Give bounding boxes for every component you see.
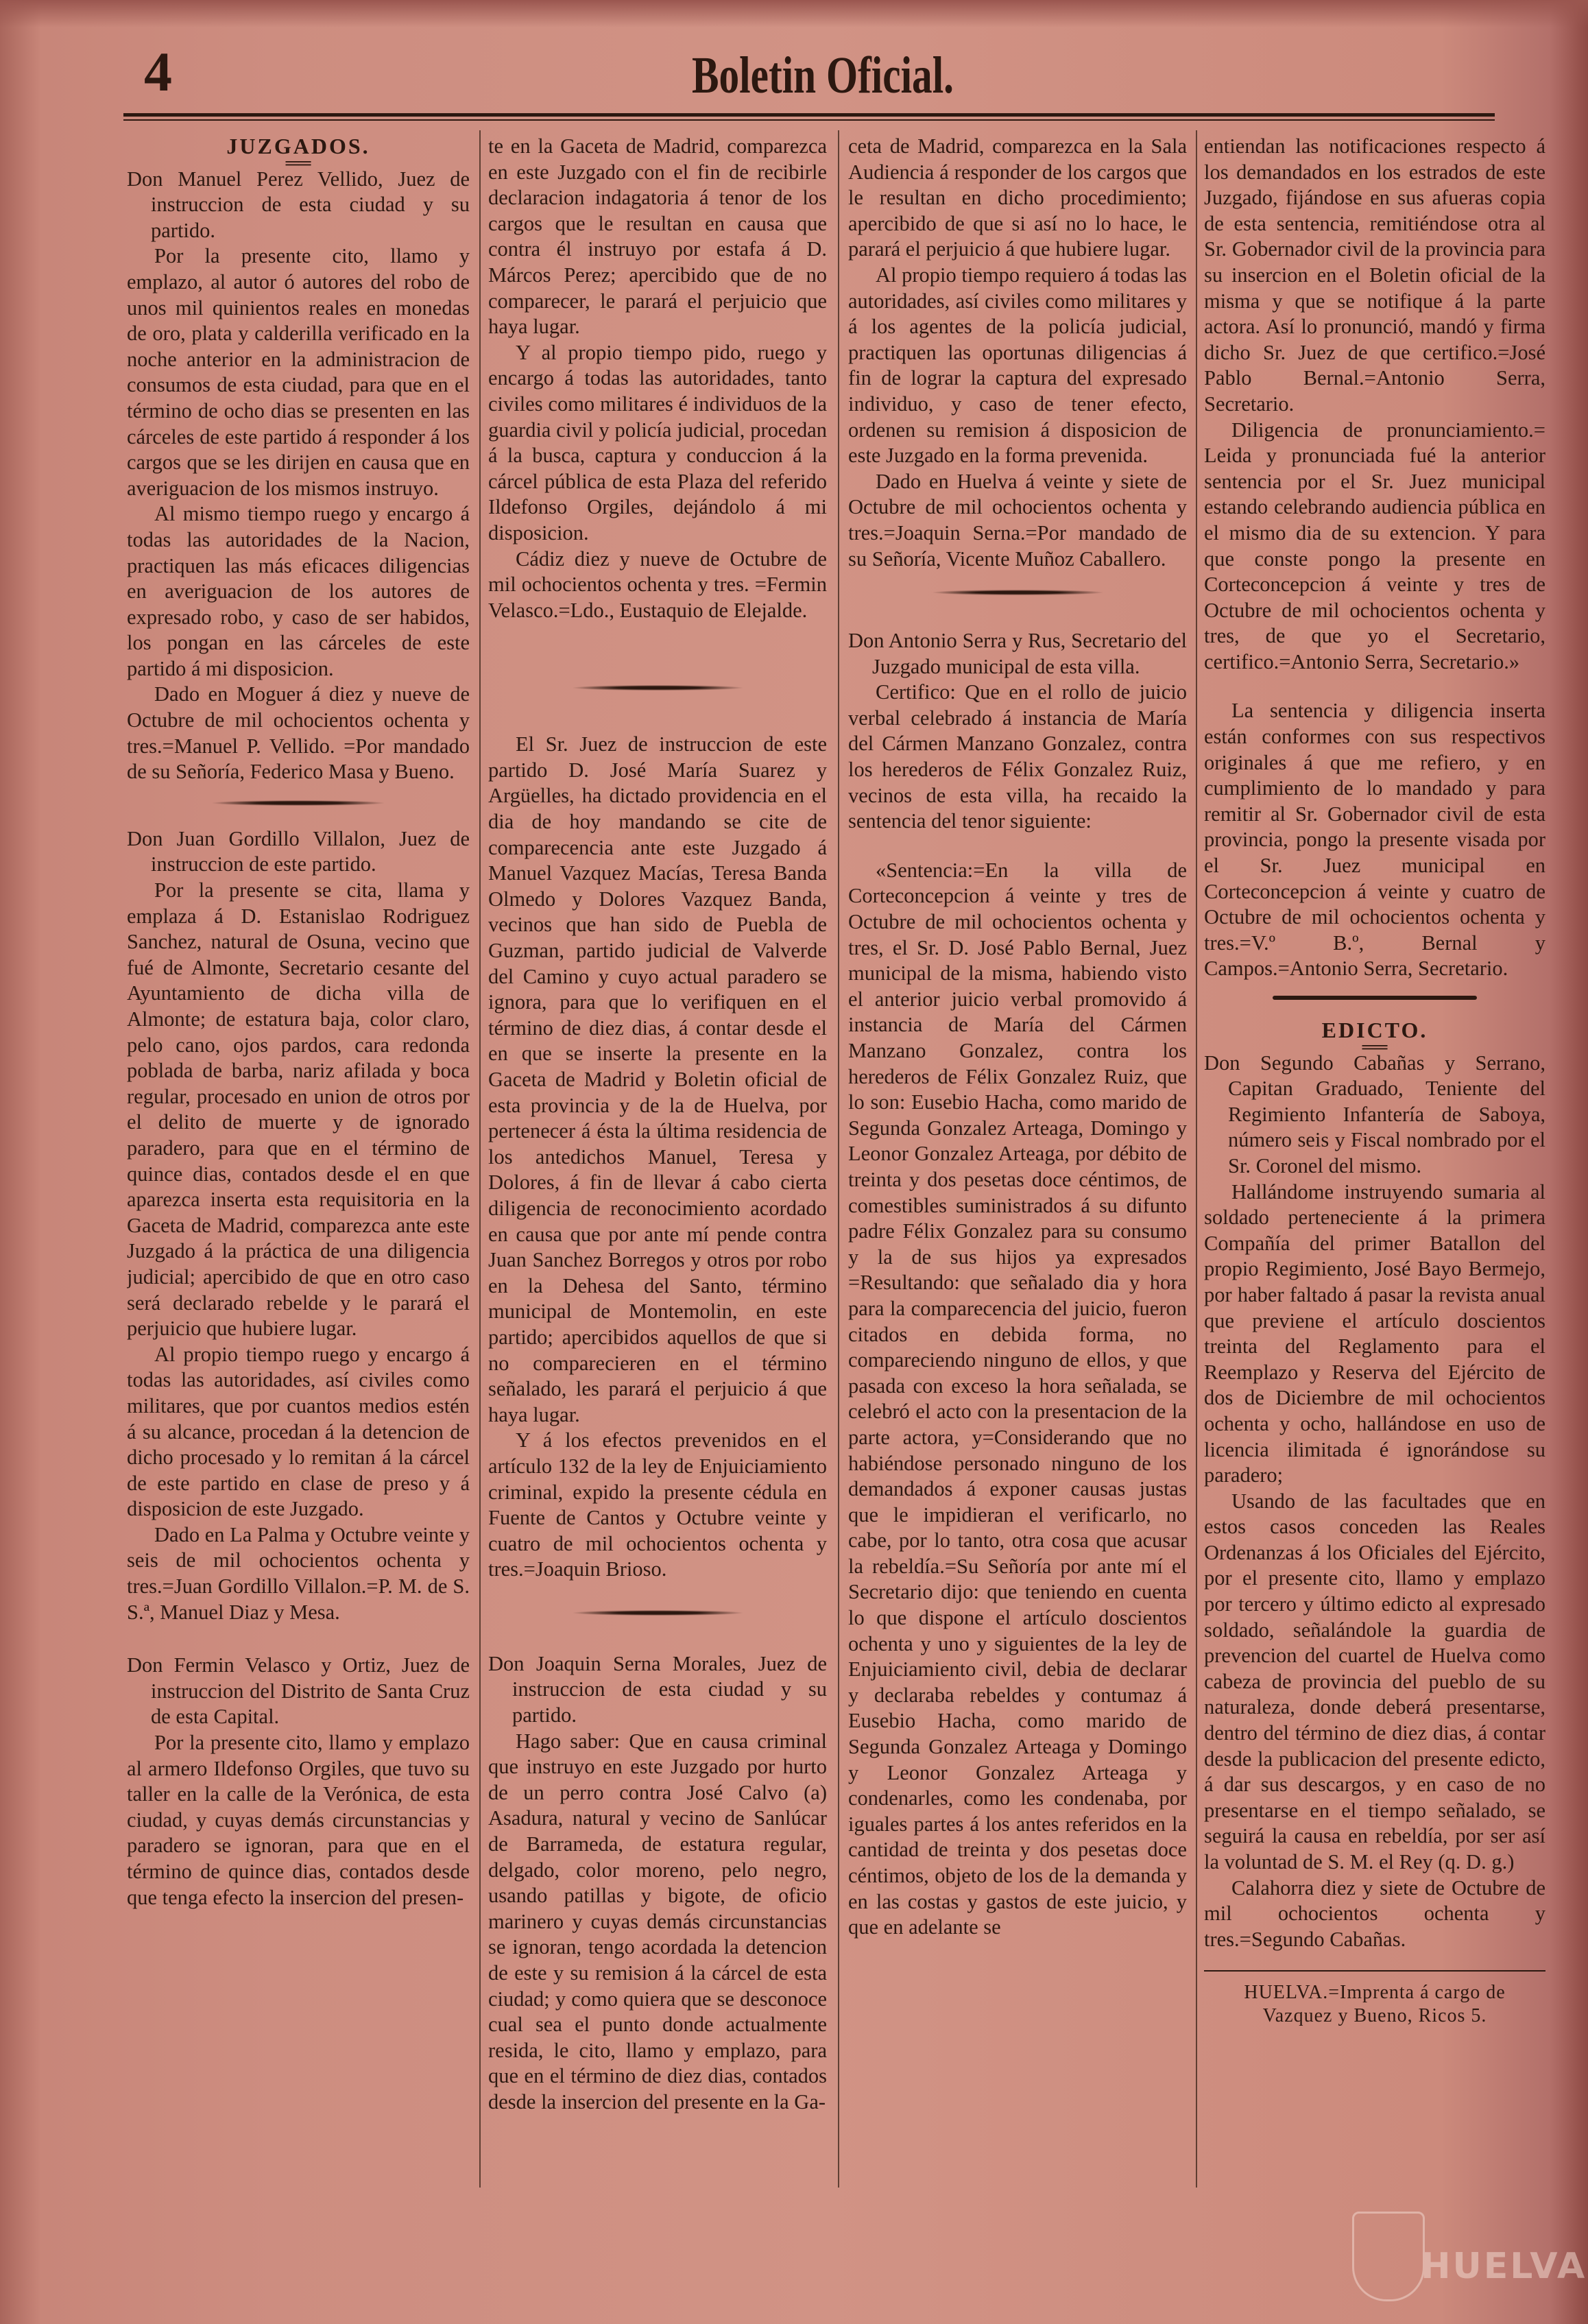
archive-watermark	[1352, 2212, 1587, 2301]
header-rule	[123, 113, 1495, 117]
column-divider	[1196, 130, 1197, 2188]
notice-paragraph: Al mismo tiempo ruego y encargo á todas las autoridades de la Nacion, practiquen las más eficaces diligencias en averiguacion de los autores de expresado robo, y caso de ser habidos, los pongan en las cárceles de este partido á mi disposicion.	[127, 502, 470, 680]
notice-paragraph: Por la presente cito, llamo y emplazo, al autor ó autores del robo de unos mil quinientos reales en monedas de oro, plata y calderilla verificado en la noche anterior en la administracion de consumos de esta ciudad, para que en el término de ocho dias se presenten en las cárceles de este partido á responder á los cargos que se les dirijen en causa que en averiguacion de los mismos instruyo.	[127, 244, 470, 500]
notice-paragraph: Hallándome instruyendo sumaria al soldado perteneciente á la primera Compañía del primer Batallon del propio Regimiento, José Bayo Bermejo, por haber faltado á pasar la revista anual que previene el artículo doscientos treinta del Reglamento para el Reemplazo y Reserva del Ejército de dos de Diciembre de mil ochocientos ochenta y ocho, hallándose en uso de licencia ilimitada é ignorándose su paradero;	[1204, 1179, 1545, 1487]
page-number: 4	[144, 40, 172, 103]
imprint-rule	[1204, 1970, 1545, 1972]
spacer	[848, 835, 1187, 858]
notice-heading: Don Fermin Velasco y Ortiz, Juez de instruccion del Distrito de Santa Cruz de esta Capital.	[127, 1653, 470, 1729]
notice-signature: Calahorra diez y siete de Octubre de mil ochocientos ochenta y tres.=Segundo Cabañas.	[1204, 1876, 1545, 1951]
section-heading-edicto: EDICTO.	[1321, 1018, 1428, 1042]
notice-paragraph: Al propio tiempo requiero á todas las autoridades, así civiles como militares y á los agentes de la policía judicial, practiquen las oportunas diligencias á fin de lograr la captura del expresado individuo, y caso de tener efecto, ordenen su remision á disposicion de este Juzgado en la forma prevenida.	[848, 263, 1187, 468]
notice-paragraph: Certifico: Que en el rollo de juicio verbal celebrado á instancia de María del Cármen Manzano Gonzalez, contra los herederos de Félix Gonzalez Ruiz, vecinos de esta villa, ha recaido la sentencia del tenor siguiente:	[848, 680, 1187, 833]
divider-ornament	[573, 1610, 743, 1616]
notice-paragraph: Diligencia de pronunciamiento.= Leida y pronunciada fué la anterior sentencia por el Sr. Juez municipal estando celebrando audiencia pública en el mismo dia de su extencion. Y para que conste pongo la presente en Corteconcepcion á veinte y tres de Octubre de mil ochocientos ochenta y tres, de que yo el Secretario, certifico.=Antonio Serra, Secretario.»	[1204, 418, 1545, 673]
divider-rule	[1273, 996, 1478, 1000]
notice-heading: Don Segundo Cabañas y Serrano, Capitan Graduado, Teniente del Regimiento Infantería de Saboya, número seis y Fiscal nombrado por el Sr. Coronel del mismo.	[1204, 1051, 1545, 1177]
masthead-title: Boletin Oficial.	[691, 47, 954, 104]
notice-signature: Y á los efectos prevenidos en el artículo 132 de la ley de Enjuiciamiento criminal, expido la presente cédula en Fuente de Cantos y Octubre veinte y cuatro de mil ochocientos ochenta y tres.=Joaquin Brioso.	[488, 1428, 827, 1581]
column-divider	[479, 130, 481, 2188]
notice-heading: Don Juan Gordillo Villalon, Juez de instruccion de este partido.	[127, 826, 470, 876]
divider-ornament	[213, 800, 384, 806]
notice-paragraph: Hago saber: Que en causa criminal que instruyo en este Juzgado por hurto de un perro contra José Calvo (a) Asadura, natural y vecino de Sanlúcar de Barrameda, de estatura regular, delgado, color moreno, pelo negro, usando patillas y bigote, de oficio marinero y cuyas demás circunstancias se ignoran, tengo acordada la detencion de este y su remision á la cárcel de esta ciudad; y como quiera que se desconoce cual sea el punto donde actualmente resida, le cito, llamo y emplazo, para que en el término de diez dias, contados desde la insercion del presente en la Ga-	[488, 1729, 827, 2113]
imprint-line: HUELVA.=Imprenta á cargo de	[1244, 1982, 1506, 2004]
notice-paragraph: entiendan las notificaciones respecto á los demandados en los estrados de este Juzgado, fijándose en sus afueras copia de esta sentencia, remitiéndose otra al Sr. Gobernador civil de la provincia para su insercion en el Boletin oficial de la misma y que se notifique á la parte actora. Así lo pronunció, mandó y firma dicho Sr. Juez de que certifico.=José Pablo Bernal.=Antonio Serra, Secretario.	[1204, 134, 1545, 416]
notice-paragraph: Por la presente se cita, llama y emplaza á D. Estanislao Rodriguez Sanchez, natural de Osuna, vecino que fué de Almonte, Secretario cesante del Ayuntamiento de dicha villa de Almonte; de estatura baja, color claro, pelo cano, ojos pardos, cara redonda poblada de barba, nariz afilada y boca regular, procesado en union de otros por el delito de muerte y de ignorado paradero, para que en el término de quince dias, contados desde el en que aparezca inserta esta requisitoria en la Gaceta de Madrid, comparezca ante este Juzgado á la práctica de una diligencia judicial; apercibido de que en otro caso será declarado rebelde y le parará el perjuicio que hubiere lugar.	[127, 878, 470, 1341]
notice-paragraph: ceta de Madrid, comparezca en la Sala Audiencia á responder de los cargos que le resultan en dicho procedimiento; apercibido de que si así no lo hace, le parará el perjuicio á que hubiere lugar.	[848, 134, 1187, 261]
notice-signature: Dado en Moguer á diez y nueve de Octubre de mil ochocientos ochenta y tres.=Manuel P. Vellido. =Por mandado de su Señoría, Federico Masa y Bueno.	[127, 682, 470, 784]
imprint-line: Vazquez y Bueno, Ricos 5.	[1262, 2005, 1487, 2027]
watermark-text: HUELVA	[1421, 2246, 1587, 2287]
divider-ornament	[573, 685, 743, 691]
notice-heading: Don Manuel Perez Vellido, Juez de instruccion de esta ciudad y su partido.	[127, 167, 470, 242]
notice-paragraph: Al propio tiempo ruego y encargo á todas las autoridades, así civiles como militares, que por cuantos medios estén á su alcance, procedan á la detencion de dicho procesado y lo remitan á la cárcel de este partido en clase de preso y á disposicion de este Juzgado.	[127, 1342, 470, 1521]
notice-paragraph: Usando de las facultades que en estos casos conceden las Reales Ordenanzas á los Oficiales del Ejército, por el presente cito, llamo y emplazo por tercero y último edicto al expresado soldado, señalándole la guardia de prevencion del cuartel de Huelva como cabeza de provincia del pueblo de su naturaleza, donde deberá presentarse, dentro del término de diez dias, á contar desde la publicacion del presente edicto, á dar sus descargos, y en caso de no presentarse en el tiempo señalado, se seguirá la causa en rebeldía, por ser así la voluntad de S. M. el Rey (q. D. g.)	[1204, 1489, 1545, 1873]
notice-paragraph: Por la presente cito, llamo y emplazo al armero Ildefonso Orgiles, que tuvo su taller en la calle de la Verónica, de esta ciudad, y cuyas demás circunstancias y paradero se ignoran, para que en el término de quince dias, contados desde que tenga efecto la insercion del presen-	[127, 1731, 470, 1909]
notice-signature: Dado en Huelva á veinte y siete de Octubre de mil ochocientos ochenta y tres.=Joaquin Serna.=Por mandado de su Señoría, Vicente Muñoz Caballero.	[848, 469, 1187, 571]
notice-heading: Don Antonio Serra y Rus, Secretario del Juzgado municipal de esta villa.	[848, 629, 1187, 678]
notice-signature: Cádiz diez y nueve de Octubre de mil ochocientos ochenta y tres. =Fermin Velasco.=Ldo., Eustaquio de Elejalde.	[488, 547, 827, 622]
column-1	[127, 134, 470, 2191]
section-heading-juzgados: JUZGADOS.	[226, 134, 370, 158]
divider-ornament	[933, 590, 1103, 595]
notice-signature: Dado en La Palma y Octubre veinte y seis de mil ochocientos ochenta y tres.=Juan Gordillo Villalon.=P. M. de S. S.ª, Manuel Diaz y Mesa.	[127, 1522, 470, 1624]
column-3	[848, 134, 1187, 2191]
notice-paragraph: «Sentencia:=En la villa de Corteconcepcion á veinte y tres de Octubre de mil ochocientos ochenta y tres, el Sr. D. José Pablo Bernal, Juez municipal de la misma, habiendo visto el anterior juicio verbal promovido á instancia de María del Cármen Manzano Gonzalez, contra los herederos de Félix Gonzalez Ruiz, que lo son: Eusebio Hacha, como marido de Segunda Gonzalez Arteaga, Domingo y Leonor Gonzalez Arteaga, por débito de treinta y dos pesetas doce céntimos, de comestibles suministrados á su difunto padre Félix Gonzalez para su consumo y la de sus hijos ya expresados =Resultando: que señalado dia y hora para la comparecencia del juicio, fueron citados en debida forma, no compareciendo ninguno de ellos, y que pasada con exceso la hora señalada, se celebró el acto con la presentacion de la parte actora, y=Considerando que no habiéndose personado ninguno de los demandados á exponer causas justas que le impidieran el verificarlo, no cabe, por lo tanto, otra cosa que acusar la rebeldía.=Su Señoría por ante mí el Secretario dijo: que teniendo en cuenta lo que dispone el artículo doscientos ochenta y uno y siguientes de la ley de Enjuiciamiento civil, debia de declarar y declaraba rebeldes y contumaz á Eusebio Hacha, como marido de Segunda Gonzalez Arteaga y Domingo y Leonor Gonzalez Arteaga y condenarles, como les condenaba, por iguales partes á los antes referidos en la cantidad de treinta y dos pesetas doce céntimos, objeto de los de la demanda y en las costas y gastos de este juicio, y que en adelante se	[848, 858, 1187, 1939]
column-2	[488, 134, 827, 2191]
notice-paragraph: Y al propio tiempo pido, ruego y encargo á todas las autoridades, tanto civiles como militares é individuos de la guardia civil y policía judicial, procedan á la busca, captura y conduccion á la cárcel pública de esta Plaza del referido Ildefonso Orgiles, dejándolo á mi disposicion.	[488, 340, 827, 544]
double-dash-ornament: ══	[1362, 1036, 1388, 1057]
archive-seal-icon	[1352, 2212, 1425, 2301]
double-dash-ornament: ══	[285, 152, 311, 173]
header-rule-thin	[123, 119, 1495, 121]
notice-paragraph: La sentencia y diligencia inserta están conformes con sus respectivos originales á que me refiero, y en cumplimiento de lo mandado y para remitir al Sr. Gobernador civil de esta provincia, pongo la presente visada por el Sr. Juez municipal en Corteconcepcion á veinte y cuatro de Octubre de mil ochocientos ochenta y tres.=V.º B.º, Bernal y Campos.=Antonio Serra, Secretario.	[1204, 699, 1545, 981]
notice-paragraph: te en la Gaceta de Madrid, comparezca en este Juzgado con el fin de recibirle declaracion indagatoria á tenor de los cargos que le resultan en causa que contra él instruyo por estafa á D. Márcos Perez; apercibido que de no comparecer, le parará el perjuicio que haya lugar.	[488, 134, 827, 339]
column-4	[1204, 134, 1545, 2191]
notice-heading: Don Joaquin Serna Morales, Juez de instruccion de esta ciudad y su partido.	[488, 1651, 827, 1727]
column-divider	[838, 130, 839, 2188]
notice-paragraph: El Sr. Juez de instruccion de este partido D. José María Suarez y Argüelles, ha dictado providencia en el dia de hoy mandando se cite de comparecencia ante este Juzgado á Manuel Vazquez Macías, Teresa Banda Olmedo y Dolores Vazquez Banda, vecinos que han sido de Puebla de Guzman, partido judicial de Valverde del Camino y cuyo actual paradero se ignora, para que lo verifiquen en el término de diez dias, á contar desde el en que se inserte la presente en la Gaceta de Madrid y Boletin oficial de esta provincia y de la de Huelva, por pertenecer á ésta la última residencia de los antedichos Manuel, Teresa y Dolores, á fin de llevar á cabo cierta diligencia de reconocimiento acordado en causa que por ante mí pende contra Juan Sanchez Borregos y otros por robo en la Dehesa del Santo, término municipal de Montemolin, en este partido; apercibidos aquellos de que si no comparecieren en el término señalado, les parará el perjuicio á que haya lugar.	[488, 732, 827, 1426]
spacer	[1204, 675, 1545, 698]
spacer	[127, 1625, 470, 1653]
